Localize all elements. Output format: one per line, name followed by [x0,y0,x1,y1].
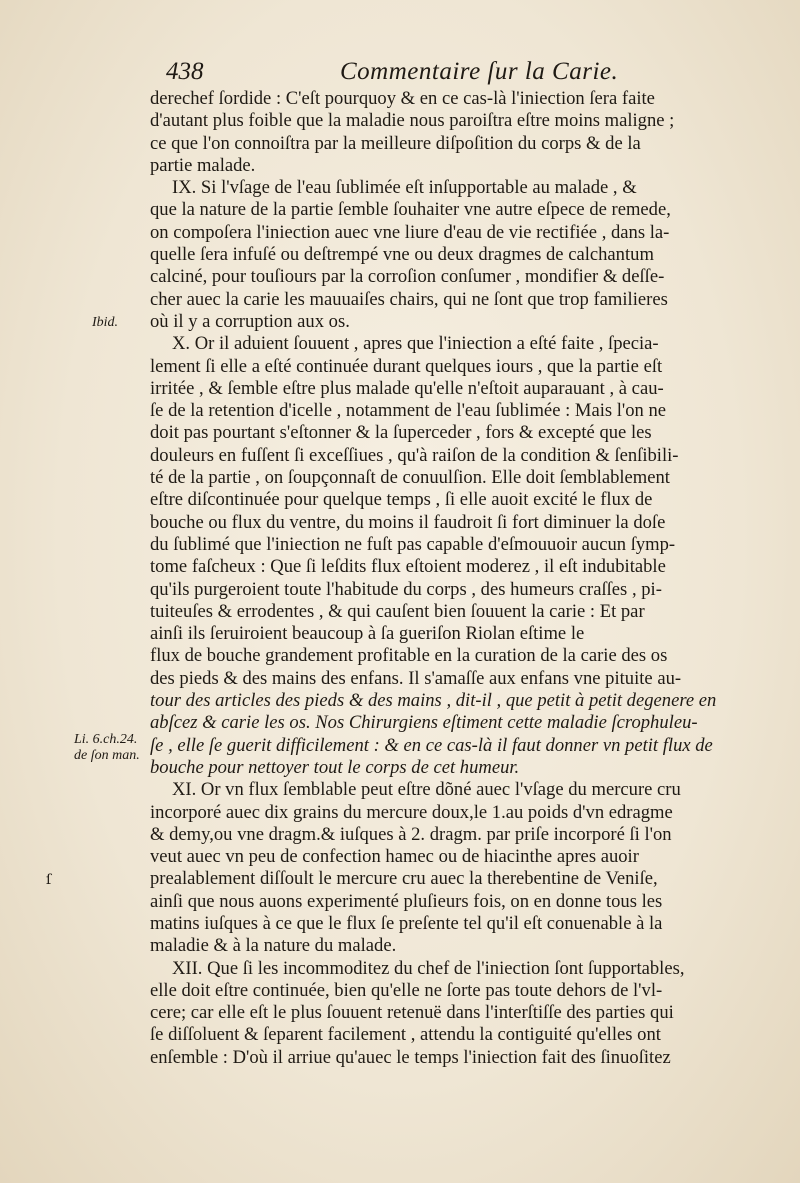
text-line-para-xii: XII. Que ſi les incommoditez du chef de l'iniection ſont ſupportables, [172,957,685,979]
text-line: ſe diſſoluent & ſeparent facilement , attendu la contiguité qu'elles ont [150,1024,661,1046]
text-line: incorporé auec dix grains du mercure doux,le 1.au poids d'vn edragme [150,801,673,823]
text-line: calciné, pour touſiours par la corroſion conſumer , mondifier & deſſe- [150,266,665,288]
text-line: bouche ou flux du ventre, du moins il faudroit ſi fort diminuer la doſe [150,511,666,533]
text-line: on compoſera l'iniection auec vne liure d'eau de vie rectifiée , dans la- [150,221,670,243]
margin-note-ibid: Ibid. [92,315,119,330]
margin-mark: ſ [46,872,52,888]
margin-ref-line: de ſon man. [74,748,140,763]
text-line: derechef ſordide : C'eſt pourquoy & en ce cas-là l'iniection ſera faite [150,88,655,109]
text-line: tuiteuſes & errodentes , & qui cauſent bien ſouuent la carie : Et par [150,600,645,622]
text-line: ainſi ils ſeruiroient beaucoup à ſa gueriſon Riolan eſtime le [150,623,585,645]
text-line-para-xi: XI. Or vn flux ſemblable peut eſtre dõné auec l'vſage du mercure cru [172,779,681,801]
margin-note-reference [74,732,152,764]
text-line: enſemble : D'où il arriue qu'auec le temps l'iniection fait des ſinuoſitez [150,1046,671,1068]
text-line: & demy,ou vne dragm.& iuſques à 2. dragm. par priſe incorporé ſi l'on [150,823,672,845]
text-line: maladie & à la nature du malade. [150,935,397,957]
text-line-para-x: X. Or il aduient ſouuent , apres que l'iniection a eſté faite , ſpecia- [172,333,659,355]
text-line: veut auec vn peu de confection hamec ou de hiacinthe apres auoir [150,846,639,868]
text-line: d'autant plus foible que la maladie nous paroiſtra eſtre moins maligne ; [150,110,675,132]
text-line: lement ſi elle a eſté continuée durant quelques iours , que la partie eſt [150,355,663,377]
text-line: quelle ſera infuſé ou deſtrempé vne ou deux dragmes de calchantum [150,244,654,266]
running-title: Commentaire ſur la Carie. [340,58,619,85]
text-line-para-ix: IX. Si l'vſage de l'eau ſublimée eſt inſupportable au malade , & [172,177,637,199]
text-line: douleurs en fuſſent ſi exceſſiues , qu'à raiſon de la condition & ſenſibili- [150,444,679,466]
text-line: tome faſcheux : Que ſi leſdits flux eſtoient moderez , il eſt indubitable [150,556,666,578]
text-line: des pieds & des mains des enfans. Il s'amaſſe aux enfans vne pituite au- [150,667,682,689]
text-line: irritée , & ſemble eſtre plus malade qu'elle n'eſtoit auparauant , à cau- [150,377,664,399]
quotation-line: abſcez & carie les os. Nos Chirurgiens eſtiment cette maladie ſcrophuleu- [150,712,698,734]
text-line: prealablement diſſoult le mercure cru auec la therebentine de Veniſe, [150,868,658,890]
text-line: cher auec la carie les mauuaiſes chairs, qui ne ſont que trop familieres [150,288,668,310]
text-line: flux de bouche grandement profitable en la curation de la carie des os [150,645,668,667]
text-line: ce que l'on connoiſtra par la meilleure diſpoſition du corps & de la [150,132,641,154]
text-line: cere; car elle eſt le plus ſouuent retenuë dans l'interſtiſſe des parties qui [150,1002,674,1024]
text-line: té de la partie , on ſoupçonnaſt de conuulſion. Elle doit ſemblablement [150,467,670,489]
text-line: ainſi que nous auons experimenté pluſieurs fois, on en donne tous les [150,890,663,912]
text-line: où il y a corruption aux os. [150,310,350,332]
quotation-line: bouche pour nettoyer tout le corps de cet humeur. [150,756,520,778]
main-text [150,88,790,1069]
text-line: du ſublimé que l'iniection ne fuſt pas capable d'eſmouuoir aucun ſymp- [150,533,676,555]
text-line: doit pas pourtant s'eſtonner & la ſuperceder , fors & excepté que les [150,422,652,444]
text-line: que la nature de la partie ſemble ſouhaiter vne autre eſpece de remede, [150,199,671,221]
text-line: elle doit eſtre continuée, bien qu'elle ne ſorte pas toute dehors de l'vl- [150,979,663,1001]
page-header [140,52,780,92]
text-line: eſtre diſcontinuée pour quelque temps , ſi elle auoit excité le flux de [150,489,653,511]
text-line: ſe de la retention d'icelle , notamment de l'eau ſublimée : Mais l'on ne [150,400,667,422]
quotation-line: ſe , elle ſe guerit difficilement : & en ce cas-là il faut donner vn petit flux de [150,734,713,756]
page-number: 438 [166,58,204,85]
quotation-line: tour des articles des pieds & des mains , dit-il , que petit à petit degenere en [150,690,717,712]
margin-ref-line: Li. 6.ch.24. [74,732,138,747]
text-line: partie malade. [150,154,256,176]
text-line: matins iuſques à ce que le flux ſe preſente tel qu'il eſt conuenable à la [150,912,663,934]
text-line: qu'ils purgeroient toute l'habitude du corps , des humeurs craſſes , pi- [150,578,662,600]
